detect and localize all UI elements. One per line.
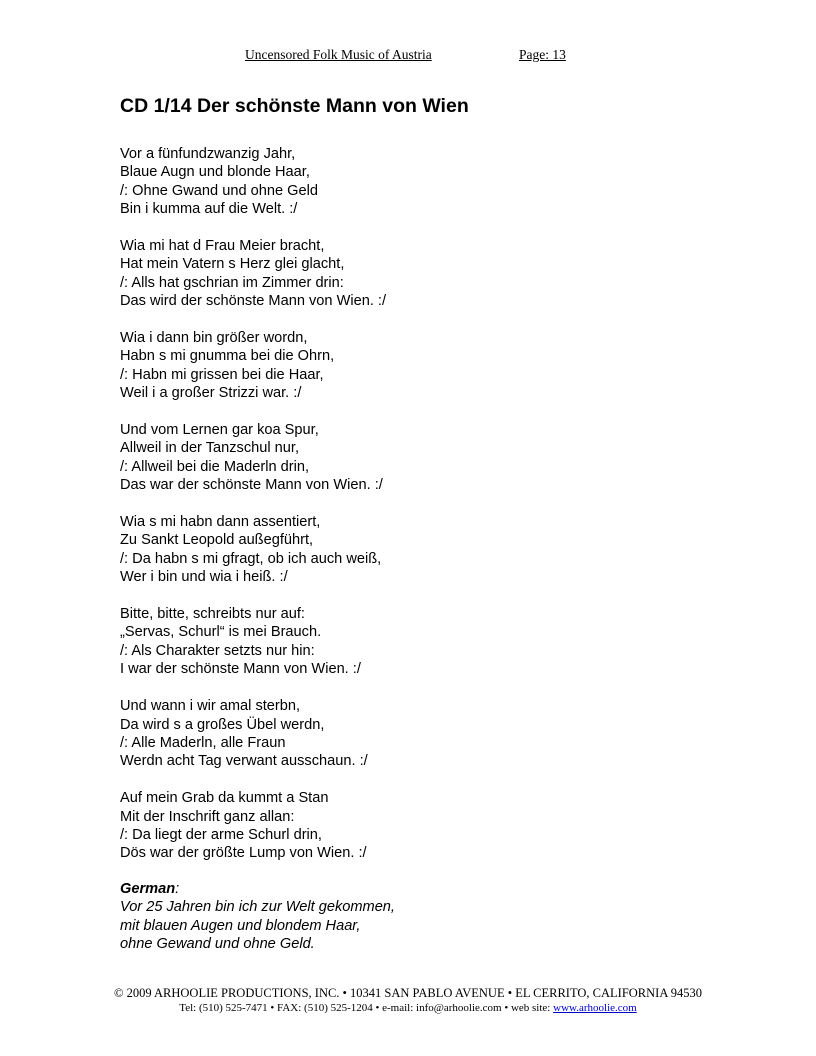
german-line: mit blauen Augen und blondem Haar, (120, 917, 361, 934)
lyric-line: Wer i bin und wia i heiß. :/ (120, 569, 288, 586)
stanza (120, 237, 720, 311)
lyric-line: Allweil in der Tanzschul nur, (120, 440, 300, 457)
lyric-line: Und vom Lernen gar koa Spur, (120, 422, 319, 439)
lyric-line: Auf mein Grab da kummt a Stan (120, 790, 329, 807)
lyric-line: Vor a fünfundzwanzig Jahr, (120, 146, 296, 162)
footer-contact-text: Tel: (510) 525-7471 • FAX: (510) 525-1204 • e-mail: info@arhoolie.com • web site: (179, 1002, 554, 1014)
german-label-colon: : (175, 881, 180, 897)
lyric-line: Habn s mi gnumma bei die Ohrn, (120, 348, 335, 365)
stanza (120, 329, 720, 403)
lyric-line: Wia s mi habn dann assentiert, (120, 514, 321, 531)
german-label: German (120, 881, 176, 897)
lyric-line: Weil i a großer Strizzi war. :/ (120, 385, 302, 402)
lyric-line: /: Als Charakter setzts nur hin: (120, 642, 315, 659)
german-line: ohne Gewand und ohne Geld. (120, 936, 315, 953)
lyric-line: Mit der Inschrift ganz allan: (120, 808, 295, 825)
lyric-line: Hat mein Vatern s Herz glei glacht, (120, 256, 345, 273)
lyric-line: Wia mi hat d Frau Meier bracht, (120, 238, 325, 255)
lyric-line: /: Alle Maderln, alle Fraun (120, 734, 286, 751)
lyric-line: /: Habn mi grissen bei die Haar, (120, 366, 324, 383)
lyric-line: Wia i dann bin größer wordn, (120, 330, 308, 347)
lyric-line: I war der schönste Mann von Wien. :/ (120, 661, 361, 678)
lyric-line: Das war der schönste Mann von Wien. :/ (120, 477, 383, 494)
lyric-line: Blaue Augn und blonde Haar, (120, 164, 310, 181)
lyrics (120, 145, 720, 881)
lyric-line: Dös war der größte Lump von Wien. :/ (120, 845, 367, 862)
stanza (120, 789, 720, 863)
website-link[interactable]: www.arhoolie.com (553, 1002, 637, 1014)
lyric-line: /: Allweil bei die Maderln drin, (120, 458, 309, 475)
document-title: Uncensored Folk Music of Austria (245, 47, 432, 62)
lyric-line: Und wann i wir amal sterbn, (120, 698, 301, 715)
song-title: CD 1/14 Der schönste Mann von Wien (120, 95, 469, 117)
stanza (120, 421, 720, 495)
stanza (120, 513, 720, 587)
footer-contact (0, 1001, 816, 1015)
page-header (0, 47, 816, 67)
lyric-line: Bitte, bitte, schreibts nur auf: (120, 606, 305, 623)
german-line: Vor 25 Jahren bin ich zur Welt gekommen, (120, 899, 395, 916)
page-footer (0, 985, 816, 1015)
lyric-line: Bin i kumma auf die Welt. :/ (120, 201, 298, 218)
german-translation (120, 880, 720, 954)
lyric-line: /: Ohne Gwand und ohne Geld (120, 182, 318, 199)
lyric-line: Werdn acht Tag verwant ausschaun. :/ (120, 753, 368, 770)
lyric-line: /: Da liegt der arme Schurl drin, (120, 826, 322, 843)
lyric-line: /: Alls hat gschrian im Zimmer drin: (120, 274, 344, 291)
page-number: Page: 13 (519, 47, 566, 62)
stanza (120, 145, 720, 219)
lyric-line: „Servas, Schurl“ is mei Brauch. (120, 624, 322, 641)
lyric-line: Das wird der schönste Mann von Wien. :/ (120, 293, 387, 310)
footer-copyright: © 2009 ARHOOLIE PRODUCTIONS, INC. • 10341 SAN PABLO AVENUE • EL CERRITO, CALIFORNIA 94530 (113, 986, 703, 1000)
stanza (120, 605, 720, 679)
lyric-line: Da wird s a großes Übel werdn, (120, 716, 325, 733)
lyric-line: Zu Sankt Leopold außegführt, (120, 532, 314, 549)
stanza (120, 697, 720, 771)
lyric-line: /: Da habn s mi gfragt, ob ich auch weiß, (120, 550, 382, 567)
